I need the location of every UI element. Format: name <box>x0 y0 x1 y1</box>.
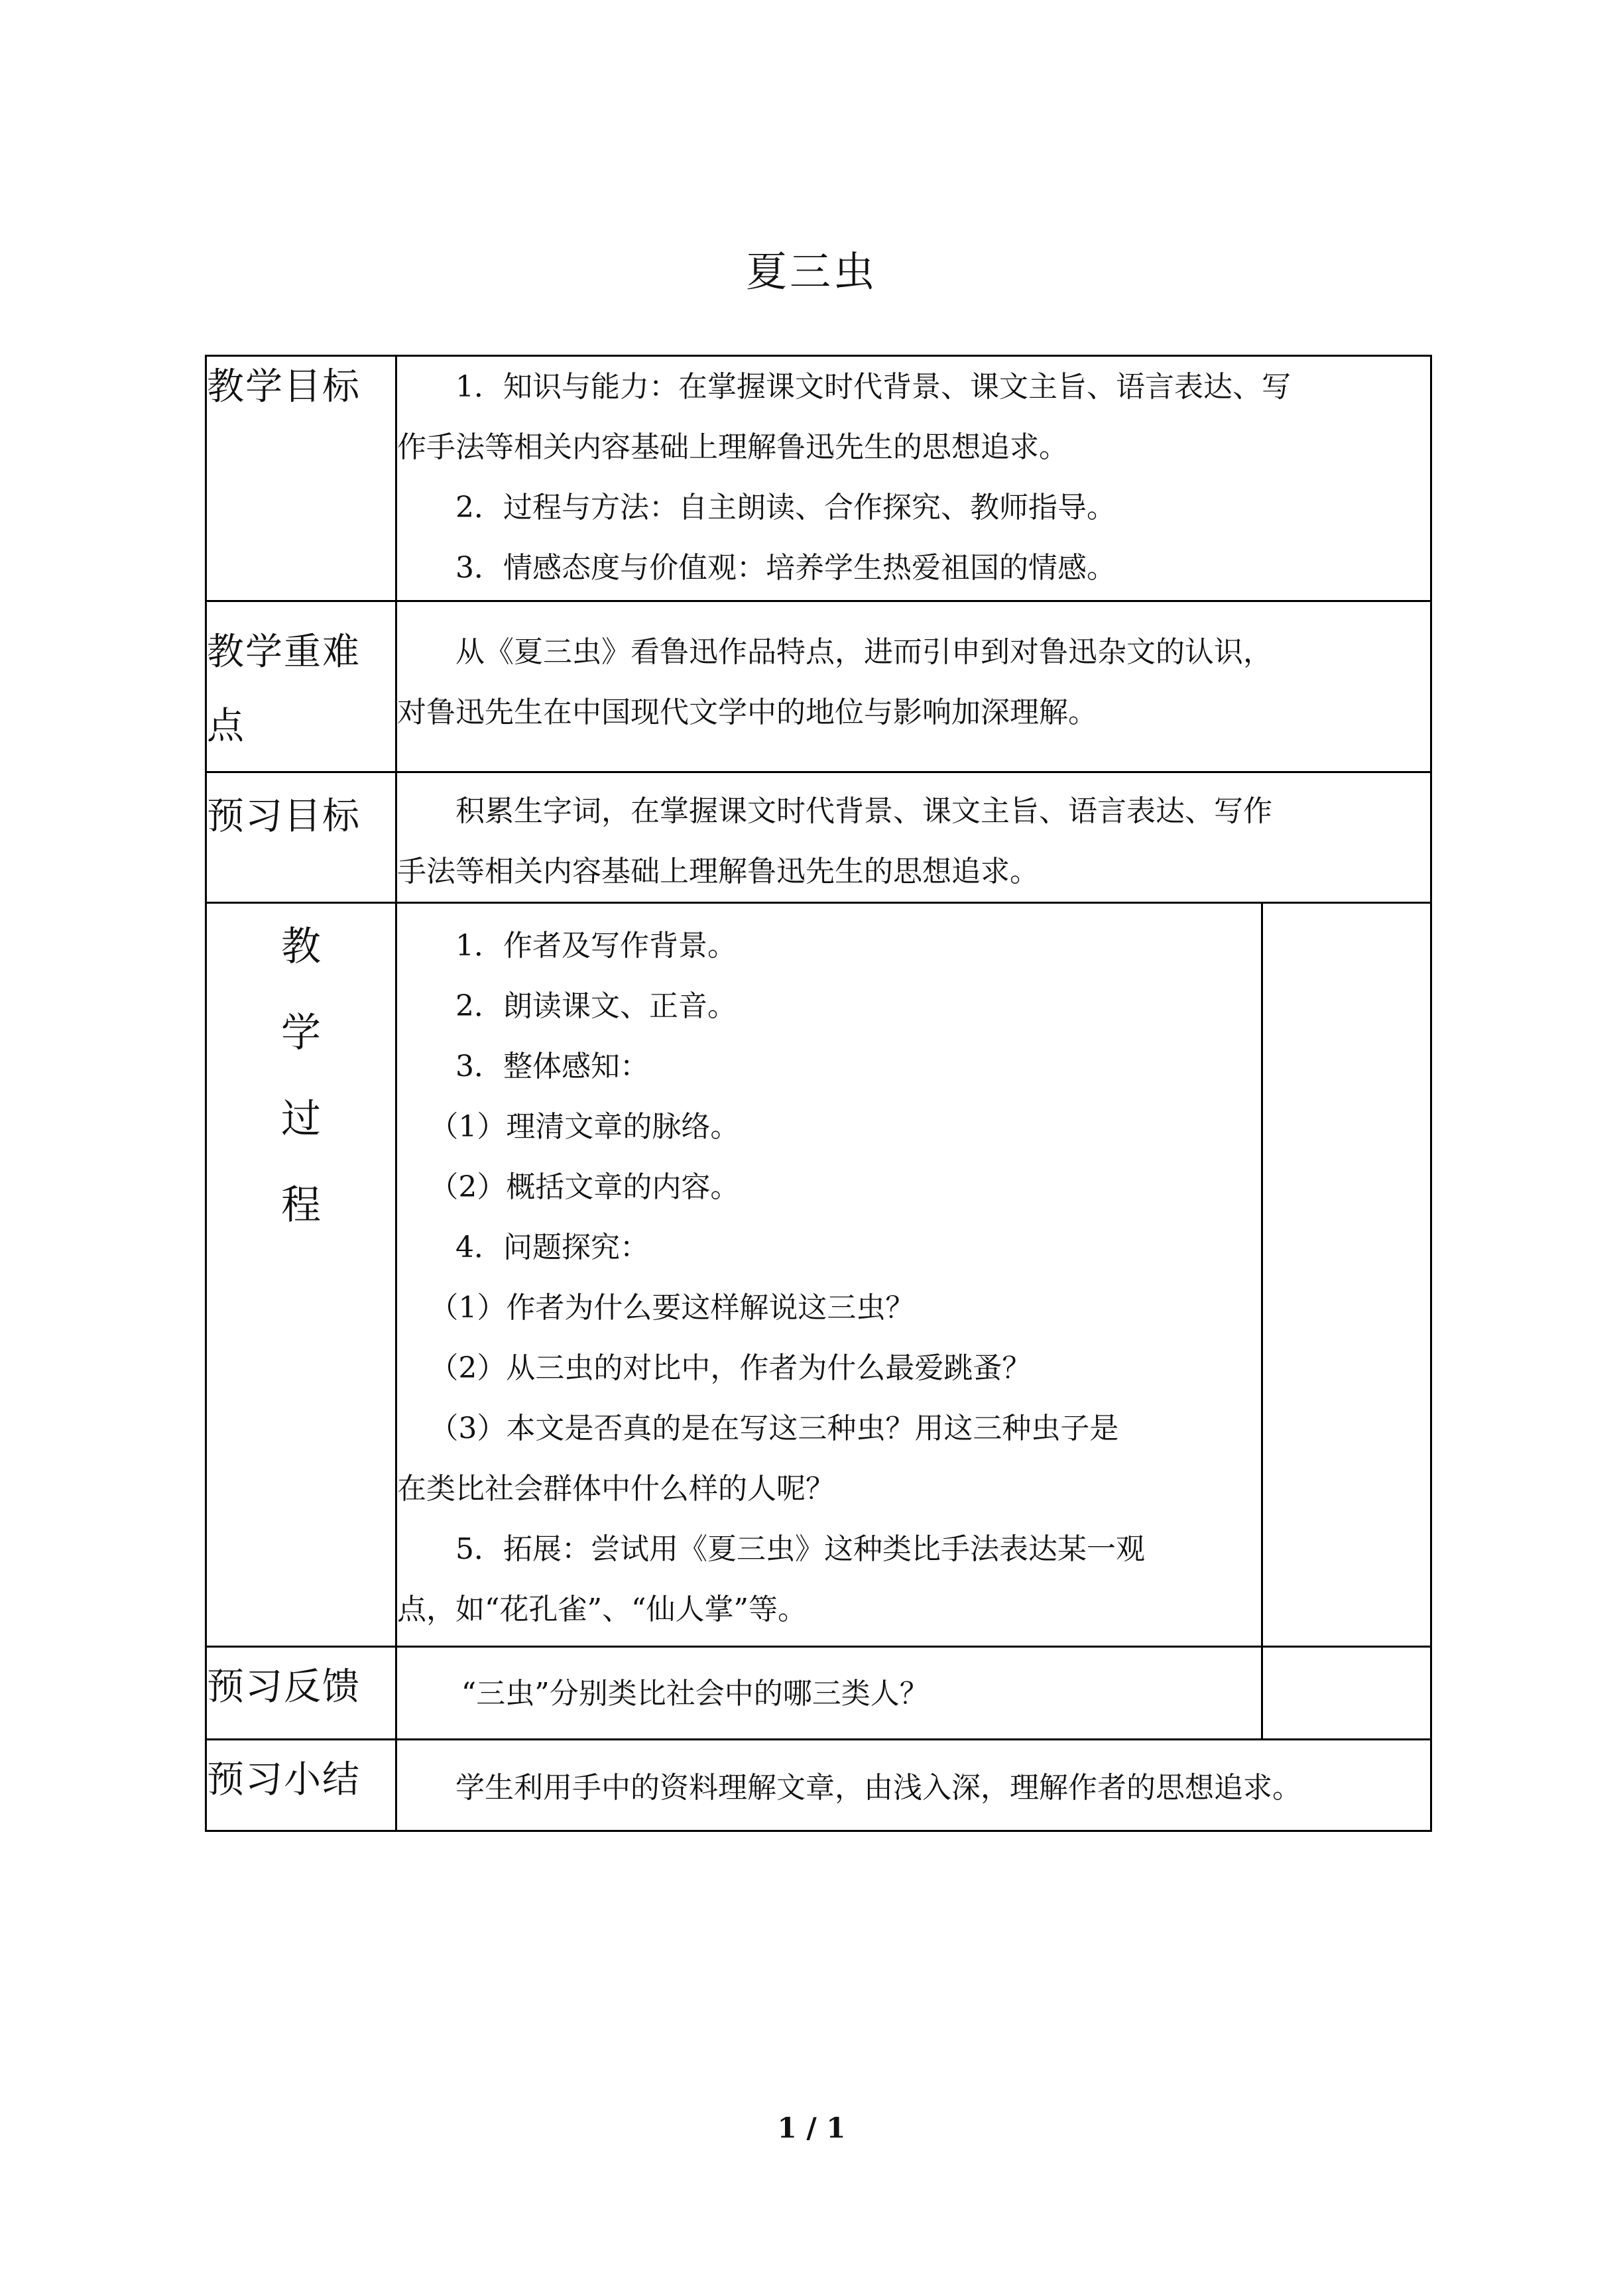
process-line-8: （2）从三虫的对比中，作者为什么最爱跳蚤？ <box>429 1351 1032 1385</box>
process-line-1: 1．作者及写作背景。 <box>455 929 737 963</box>
key-points-line-1: 从《夏三虫》看鲁迅作品特点，进而引申到对鲁迅杂文的认识， <box>455 635 1272 669</box>
process-line-6: 4．问题探究： <box>455 1231 649 1264</box>
label-preview-goals: 预习目标 <box>206 772 396 903</box>
process-notes-cell <box>1262 903 1431 1647</box>
row-key-points <box>206 601 1431 772</box>
page-title: 夏三虫 <box>745 247 877 296</box>
process-line-12: 点，如“花孔雀”、“仙人掌”等。 <box>397 1593 807 1626</box>
preview-goals-line-2: 手法等相关内容基础上理解鲁迅先生的思想追求。 <box>397 855 1039 888</box>
preview-goals-line-1: 积累生字词，在掌握课文时代背景、课文主旨、语言表达、写作 <box>455 794 1272 828</box>
label-preview-summary: 预习小结 <box>206 1740 396 1831</box>
row-preview-feedback <box>206 1647 1431 1740</box>
key-points-line-2: 对鲁迅先生在中国现代文学中的地位与影响加深理解。 <box>397 695 1097 729</box>
row-preview-goals <box>206 772 1431 903</box>
content-teaching-process <box>396 903 1262 1647</box>
process-label-char-1: 教 <box>281 924 321 970</box>
process-line-4: （1）理清文章的脉络。 <box>429 1110 740 1144</box>
label-key-points-line-1: 教学重难 <box>207 631 361 674</box>
process-label-char-4: 程 <box>281 1182 321 1229</box>
row-teaching-process <box>206 903 1431 1647</box>
row-preview-summary <box>206 1740 1431 1831</box>
process-line-3: 3．整体感知： <box>455 1050 649 1083</box>
content-key-points <box>396 601 1431 772</box>
objective-line-4: 3．情感态度与价值观：培养学生热爱祖国的情感。 <box>455 551 1116 585</box>
content-preview-summary <box>396 1740 1431 1831</box>
label-teaching-objectives: 教学目标 <box>206 356 396 601</box>
label-key-points-line-2: 点 <box>207 705 245 748</box>
objective-line-1: 1．知识与能力：在掌握课文时代背景、课文主旨、语言表达、写 <box>455 370 1291 404</box>
feedback-notes-cell <box>1262 1647 1431 1740</box>
feedback-line: “三虫”分别类比社会中的哪三类人？ <box>461 1677 929 1711</box>
content-teaching-objectives <box>396 356 1431 601</box>
process-line-5: （2）概括文章的内容。 <box>429 1170 740 1204</box>
lesson-plan-table <box>205 355 1432 1832</box>
content-preview-goals <box>396 772 1431 903</box>
process-line-9: （3）本文是否真的是在写这三种虫？用这三种虫子是 <box>429 1412 1119 1445</box>
label-key-points <box>206 601 396 772</box>
page-number: 1 / 1 <box>777 2112 846 2144</box>
process-line-10: 在类比社会群体中什么样的人呢？ <box>397 1472 835 1506</box>
process-label-char-2: 学 <box>281 1010 321 1056</box>
summary-line: 学生利用手中的资料理解文章，由浅入深，理解作者的思想追求。 <box>455 1771 1301 1805</box>
content-preview-feedback <box>396 1647 1262 1740</box>
label-preview-feedback: 预习反馈 <box>206 1647 396 1740</box>
row-teaching-objectives <box>206 356 1431 601</box>
process-label-char-3: 过 <box>281 1096 321 1142</box>
objective-line-3: 2．过程与方法：自主朗读、合作探究、教师指导。 <box>455 491 1116 524</box>
label-teaching-process <box>206 903 396 1647</box>
process-line-7: （1）作者为什么要这样解说这三虫？ <box>429 1291 915 1325</box>
objective-line-2: 作手法等相关内容基础上理解鲁迅先生的思想追求。 <box>397 430 1068 464</box>
process-line-2: 2．朗读课文、正音。 <box>455 989 737 1023</box>
process-line-11: 5．拓展：尝试用《夏三虫》这种类比手法表达某一观 <box>455 1532 1145 1566</box>
